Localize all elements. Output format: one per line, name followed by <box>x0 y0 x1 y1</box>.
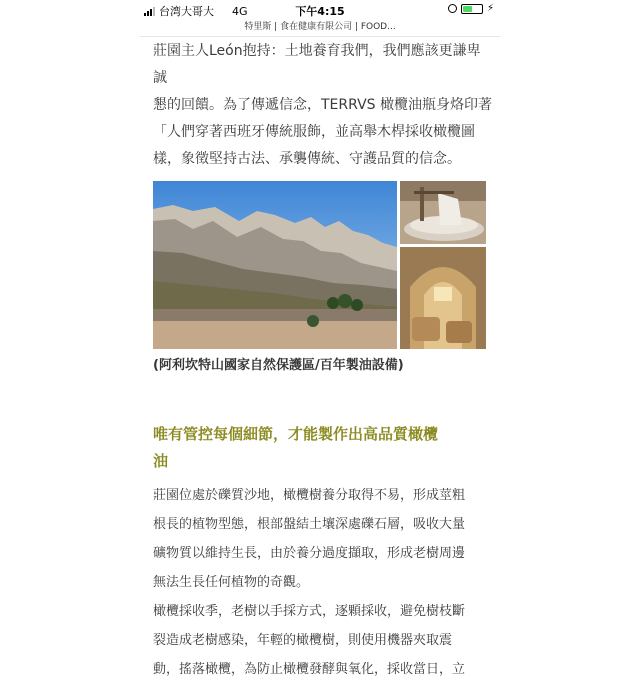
article-body <box>153 36 493 684</box>
battery-icon <box>461 4 483 14</box>
text-line: 莊園主人León抱持：土地養育我們，我們應該更謙卑誠 <box>153 43 481 86</box>
soil-paragraph <box>153 481 493 597</box>
charging-bolt-icon: ⚡ <box>486 3 494 14</box>
text-line: 礦物質以維持生長，由於養分過度擷取，形成老樹周邊 <box>153 546 466 561</box>
text-line: 橄欖採收季，老樹以手採方式，逐顆採收，避免樹枝斷 <box>153 604 466 619</box>
text-line: 懇的回饋。為了傳遞信念，TERRVS 橄欖油瓶身烙印著 <box>153 97 492 113</box>
photo-group <box>153 177 493 349</box>
millstone-photo <box>400 181 486 244</box>
photo-caption: (阿利坎特山國家自然保護區/百年製油設備) <box>153 358 404 373</box>
url-text: 特里斯 | 食在健康有限公司 | FOOD... <box>244 22 396 32</box>
status-right <box>448 3 494 14</box>
mountain-landscape-photo <box>153 181 397 349</box>
text-line: 莊園位處於礫質沙地，橄欖樹養分取得不易，形成莖粗 <box>153 488 466 503</box>
section-heading <box>153 421 493 475</box>
clock: 下午4:15 <box>295 5 345 18</box>
intro-paragraph <box>153 38 493 173</box>
text-line: 裂造成老樹感染，年輕的橄欖樹，則使用機器夾取震 <box>153 633 453 648</box>
heading-line: 油 <box>153 452 169 470</box>
text-line: 樣，象徵堅持古法、承襲傳統、守護品質的信念。 <box>153 151 461 167</box>
status-bar <box>140 0 500 20</box>
oil-cellar-photo <box>400 247 486 349</box>
alarm-icon <box>448 4 457 13</box>
harvest-paragraph <box>153 597 493 684</box>
text-line: 「人們穿著西班牙傳統服飾，並高舉木桿採收橄欖圖 <box>153 124 475 140</box>
carrier-name: 台湾大哥大 <box>159 5 214 18</box>
heading-line: 唯有管控每個細節，才能製作出高品質橄欖 <box>153 425 439 443</box>
network-type: 4G <box>232 4 248 18</box>
url-bar[interactable] <box>140 20 500 37</box>
text-line: 根長的植物型態，根部盤結土壤深處礫石層，吸收大量 <box>153 517 466 532</box>
text-line: 無法生長任何植物的奇觀。 <box>153 575 310 590</box>
text-line: 動，搖落橄欖，為防止橄欖發酵與氧化，採收當日，立 <box>153 662 466 677</box>
